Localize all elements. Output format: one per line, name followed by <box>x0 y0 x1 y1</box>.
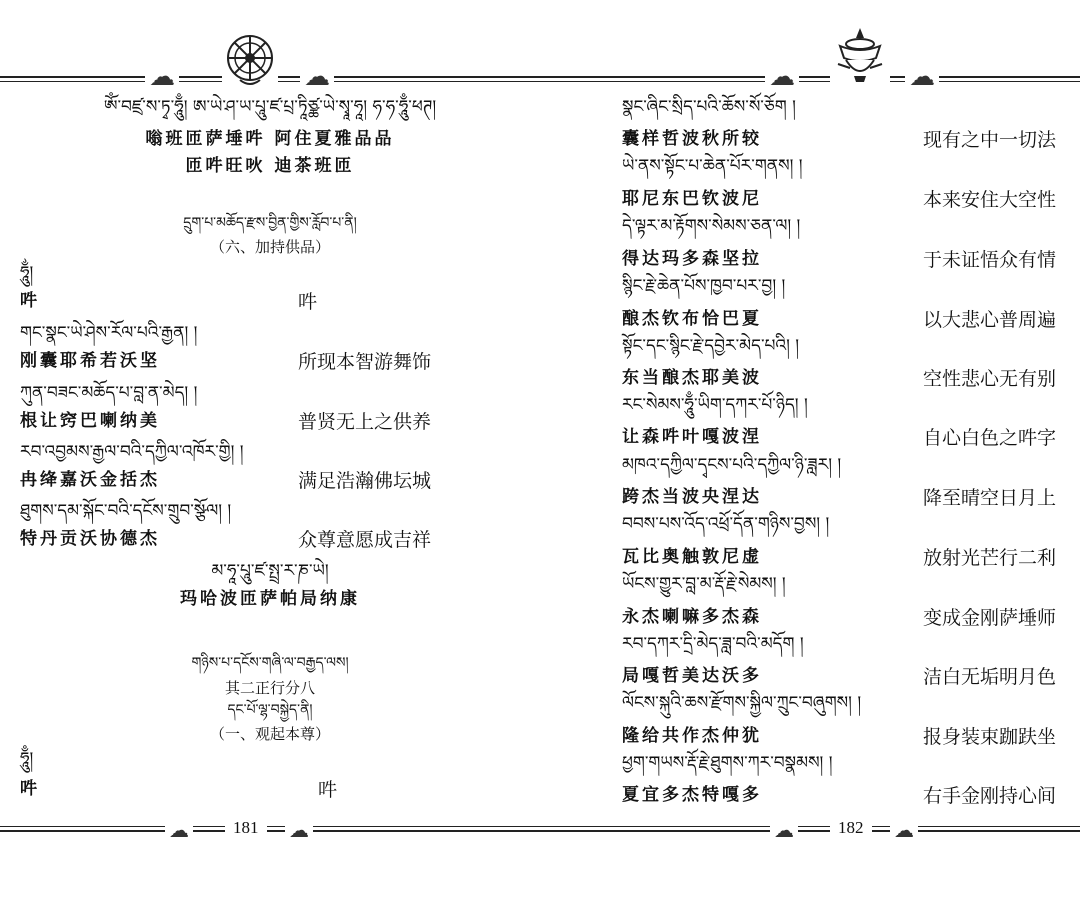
hum-syllable-tibetan: ཧཱུྂ། <box>20 263 34 283</box>
verse-transliteration: 刚囊耶希若沃坚 <box>20 351 160 371</box>
bottom-border-rule <box>0 826 540 836</box>
verse-chinese: 所现本智游舞饰 <box>298 351 432 373</box>
verse-transliteration: 局嘎哲美达沃多 <box>622 666 762 686</box>
hum-chinese: 吽 <box>318 779 338 801</box>
verse-transliteration: 瓦比奥触敦尼虚 <box>622 547 762 567</box>
cloud-ornament-icon: ☁ <box>765 64 799 90</box>
verse-transliteration: 跨杰当波央涅达 <box>622 487 762 507</box>
verse-tibetan: ཡེ་ནས་སྟོང་པ་ཆེན་པོར་གནས། ། <box>622 156 803 176</box>
header-transliteration-line1: 嗡班匝萨埵吽 阿住夏雅品品 <box>145 129 395 149</box>
right-page <box>540 0 1080 900</box>
verse-tibetan: བབས་པས་འོད་འཕྲོ་དོན་གཉིས་བྱས། ། <box>622 514 830 534</box>
verse-transliteration: 夏宜多杰特嘎多 <box>622 785 762 805</box>
cloud-ornament-icon: ☁ <box>285 817 313 843</box>
cloud-ornament-icon: ☁ <box>890 817 918 843</box>
verse-chinese: 以大悲心普周遍 <box>923 309 1057 331</box>
verse-transliteration: 冉绛嘉沃金括杰 <box>20 470 160 490</box>
part-two-title-chinese: 其二正行分八 <box>224 679 315 697</box>
bottom-border-rule <box>540 826 1080 836</box>
hum-transliteration: 吽 <box>20 779 40 799</box>
verse-chinese: 空性悲心无有别 <box>923 368 1057 390</box>
cloud-ornament-icon: ☁ <box>145 64 179 90</box>
verse-tibetan: མཁའ་དཀྱིལ་དྭངས་པའི་དཀྱིལ་ཉི་ཟླར། ། <box>622 455 842 475</box>
verse-transliteration: 东当酿杰耶美波 <box>622 368 762 388</box>
header-tibetan-mantra: ཨོཾ་བཛྲ་ས་ཏྭ་ཧཱུྃ། ཨ་ཡེ་ཤ་ཡ་པཱུ་ཛ་པྲ་ཏཱིཙྪ་ཡེ་སྭཱ་ཧཱ། ཧ་ཧ་ཧཱུྃ་ཕཊ། <box>103 97 437 117</box>
hum-syllable-tibetan: ཧཱུྃ། <box>20 749 34 769</box>
verse-transliteration: 隆给共作杰仲犹 <box>622 726 762 746</box>
verse-chinese: 普贤无上之供养 <box>298 411 432 433</box>
cloud-ornament-icon: ☁ <box>165 817 193 843</box>
verse-chinese: 自心白色之吽字 <box>923 427 1057 449</box>
mantra-transliteration: 玛哈波匝萨帕局纳康 <box>180 589 360 609</box>
section-title-chinese: （六、加持供品） <box>209 238 330 256</box>
verse-tibetan: སྣང་ཞིང་སྲིད་པའི་ཆོས་སོ་ཅོག ། <box>622 97 796 117</box>
hum-chinese: 吽 <box>298 291 318 313</box>
verse-tibetan: ཐུགས་དམ་སྐོང་བའི་དངོས་གྲུབ་སྩོལ། ། <box>20 501 232 521</box>
section-title-tibetan: དྲུག་པ་མཆོད་རྫས་བྱིན་གྱིས་རློབ་པ་ནི། <box>183 215 357 231</box>
verse-tibetan: གང་སྣང་ཡེ་ཤེས་རོལ་པའི་རྒྱན། ། <box>20 323 198 343</box>
verse-tibetan: ཕྱག་གཡས་རྡོ་རྗེ་ཐུགས་ཀར་བསྣམས། ། <box>622 753 833 773</box>
mantra-tibetan: མ་ཧཱ་པཱུ་ཛ་སྤྲ་ར་ཎ་ཡེ། <box>211 561 329 581</box>
verse-transliteration: 得达玛多森坚拉 <box>622 249 762 269</box>
verse-transliteration: 永杰喇嘛多杰森 <box>622 607 762 627</box>
cloud-ornament-icon: ☁ <box>770 817 798 843</box>
hum-transliteration: 吽 <box>20 291 40 311</box>
verse-tibetan: སྟོང་དང་སྙིང་རྗེ་དབྱེར་མེད་པའི། ། <box>622 336 800 356</box>
top-border-rule <box>540 76 1080 86</box>
verse-transliteration: 耶尼东巴钦波尼 <box>622 189 762 209</box>
verse-chinese: 于未证悟众有情 <box>923 249 1057 271</box>
verse-transliteration: 酿杰钦布恰巴夏 <box>622 309 762 329</box>
page-number: 181 <box>225 818 267 838</box>
verse-chinese: 本来安住大空性 <box>923 189 1057 211</box>
part-two-subtitle-tibetan: དང་པོ་ལྷ་བསྐྱེད་ནི། <box>227 702 313 718</box>
verse-transliteration: 囊样哲波秋所较 <box>622 129 762 149</box>
verse-chinese: 变成金刚萨埵师 <box>923 607 1057 629</box>
verse-chinese: 放射光芒行二利 <box>923 547 1057 569</box>
verse-chinese: 现有之中一切法 <box>923 129 1057 151</box>
part-two-subtitle-chinese: （一、观起本尊） <box>209 725 330 743</box>
verse-tibetan: དེ་ལྟར་མ་རྟོགས་སེམས་ཅན་ལ། ། <box>622 216 801 236</box>
verse-transliteration: 让森吽叶嘎波涅 <box>622 427 762 447</box>
cloud-ornament-icon: ☁ <box>905 64 939 90</box>
verse-tibetan: རང་སེམས་ཧཱུྃ་ཡིག་དཀར་པོ་ཉིད། ། <box>622 395 808 415</box>
treasure-vase-icon <box>830 24 890 86</box>
dharma-wheel-icon <box>222 30 278 86</box>
cloud-ornament-icon: ☁ <box>300 64 334 90</box>
verse-tibetan: སྙིང་རྗེ་ཆེན་པོས་ཁྱབ་པར་བྱ། ། <box>622 276 786 296</box>
part-two-title-tibetan: གཉིས་པ་དངོས་གཞི་ལ་བརྒྱད་ལས། <box>191 655 349 671</box>
verse-chinese: 右手金刚持心间 <box>923 785 1057 807</box>
verse-chinese: 降至晴空日月上 <box>923 487 1057 509</box>
verse-tibetan: ལོངས་སྐུའི་ཆས་རྫོགས་སྐྱིལ་ཀྲུང་བཞུགས། ། <box>622 693 862 713</box>
verse-transliteration: 根让窍巴喇纳美 <box>20 411 160 431</box>
verse-chinese: 众尊意愿成吉祥 <box>298 529 432 551</box>
verse-tibetan: རབ་འབྱམས་རྒྱལ་བའི་དཀྱིལ་འཁོར་གྱི། ། <box>20 442 244 462</box>
verse-tibetan: ཡོངས་གྱུར་བླ་མ་རྡོ་རྗེ་སེམས། ། <box>622 574 786 594</box>
verse-chinese: 满足浩瀚佛坛城 <box>298 470 432 492</box>
verse-tibetan: རབ་དཀར་དྲི་མེད་ཟླ་བའི་མདོག ། <box>622 634 804 654</box>
verse-chinese: 报身装束跏趺坐 <box>923 726 1057 748</box>
page-number: 182 <box>830 818 872 838</box>
verse-chinese: 洁白无垢明月色 <box>923 666 1057 688</box>
verse-tibetan: ཀུན་བཟང་མཆོད་པ་བླ་ན་མེད། ། <box>20 383 198 403</box>
verse-transliteration: 特丹贡沃协德杰 <box>20 529 160 549</box>
header-transliteration-line2: 匝吽旺吙 迪茶班匝 <box>185 156 355 176</box>
